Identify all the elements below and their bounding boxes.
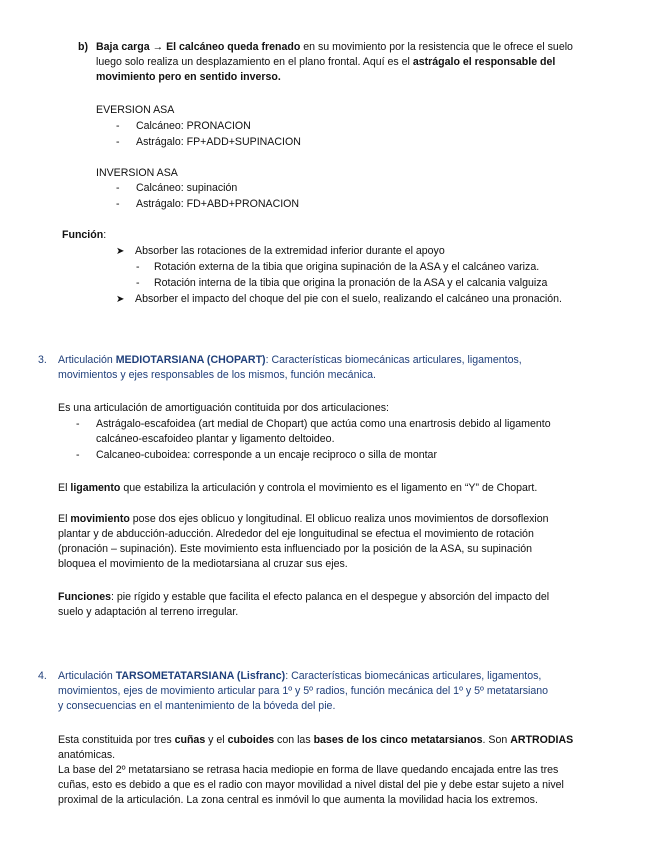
lig-c: que estabiliza la articulación y controla el movimiento es el ligamento en “Y” de Chopart. — [120, 482, 538, 494]
section-b-line1 — [96, 40, 636, 55]
section-4-h1-b: TARSOMETATARSIANA (Lisfranc) — [115, 670, 286, 682]
section-4-heading-line3: y consecuencias en el mantenimiento de la bóveda del pie. — [58, 700, 336, 712]
mov-a: El — [58, 513, 71, 525]
dash-bullet: - — [76, 418, 80, 430]
p1-d: cuboides — [227, 734, 275, 746]
p1-b: cuñas — [174, 734, 206, 746]
section-3-heading-line2: movimientos y ejes responsables de los mismos, función mecánica. — [58, 369, 376, 381]
arrow-bullet-icon: ➤ — [116, 246, 125, 257]
funcion-sub-2: Rotación interna de la tibia que origina la pronación de la ASA y el calcania valguiza — [154, 277, 548, 289]
section-4-p1-line2: anatómicas. — [58, 749, 116, 761]
lig-b: ligamento — [70, 482, 121, 494]
lig-a: El — [58, 482, 71, 494]
section-b-line1-bold: Baja carga → El calcáneo queda frenado — [96, 41, 301, 53]
dash-bullet: - — [136, 277, 140, 289]
section-4-h1-c: : Características biomecánicas articulares, ligamentos, — [285, 670, 542, 682]
funcion-colon: : — [103, 229, 107, 241]
section-b-line3 — [96, 70, 636, 85]
section-b-line2 — [96, 55, 636, 70]
section-b-marker: b) — [78, 41, 88, 53]
section-3-body — [58, 401, 551, 618]
dash-bullet: - — [116, 120, 120, 132]
p1-h: ARTRODIAS — [510, 734, 574, 746]
section-3-h1-c: : Características biomecánicas articulares, ligamentos, — [265, 354, 522, 366]
section-3-funciones-line2: suelo y adaptación al terreno irregular. — [58, 606, 239, 618]
section-b-line1-rest: en su movimiento por la resistencia que le ofrece el suelo — [300, 41, 573, 53]
section-3-number: 3. — [38, 354, 47, 366]
section-4-heading-line1 — [58, 669, 548, 684]
inversion-item-1: Calcáneo: supinación — [136, 182, 238, 194]
section-3-h1-a: Articulación — [58, 354, 116, 366]
section-3-movimiento-line4: bloquea el movimiento de la mediotarsiana al cruzar sus ejes. — [58, 558, 348, 570]
section-3-movimiento-line2: plantar y de abducción-aducción. Alrededor del eje longuitudinal se efectua el movimiento de rotación — [58, 528, 534, 540]
funcion-label: Función — [62, 229, 104, 241]
p1-c: y el — [205, 734, 228, 746]
dash-bullet: - — [136, 261, 140, 273]
section-3-movimiento-line3: (pronación – supinación). Este movimiento esta influenciado por la posición de la ASA, su supinación — [58, 543, 533, 555]
section-b-line2-b: astrágalo el responsable del — [412, 56, 556, 68]
section-4-p2-line2: cuñas, esto es debido a que es el radio con mayor movilidad a nivel distal del pie y debe estar sujeto a nivel — [58, 779, 564, 791]
inversion-block — [96, 166, 300, 210]
section-4-body — [58, 733, 573, 808]
eversion-item-2: Astrágalo: FP+ADD+SUPINACION — [136, 136, 301, 148]
section-3-item-2: Calcaneo-cuboidea: corresponde a un encaje reciproco o silla de montar — [96, 449, 437, 461]
mov-c: pose dos ejes oblicuo y longitudinal. El oblicuo realiza unos movimientos de dorsoflexion — [129, 513, 549, 525]
funcion-sub-1: Rotación externa de la tibia que origina supinación de la ASA y el calcáneo variza. — [154, 261, 540, 273]
section-3-item-1-line1: Astrágalo-escafoidea (art medial de Chopart) que actúa como una enartrosis debido al ligamento — [96, 418, 551, 430]
section-b-line3-bold: movimiento pero en sentido inverso. — [96, 71, 281, 83]
section-3-item-1-line2: calcáneo-escafoideo plantar y ligamento deltoideo. — [96, 433, 335, 445]
funcion-block — [62, 228, 562, 305]
section-3-movimiento-line1 — [58, 512, 549, 527]
fun-b: Funciones — [58, 591, 111, 603]
inversion-item-2: Astrágalo: FD+ABD+PRONACION — [136, 198, 300, 210]
section-4-p1-line1 — [58, 733, 573, 748]
inversion-title: INVERSION ASA — [96, 167, 178, 179]
fun-c: : pie rígido y estable que facilita el efecto palanca en el despegue y absorción del impacto del — [110, 591, 550, 603]
funcion-heading — [62, 228, 106, 243]
eversion-block — [96, 103, 301, 148]
mov-b: movimiento — [70, 513, 130, 525]
dash-bullet: - — [76, 449, 80, 461]
p1-g: . Son — [482, 734, 511, 746]
section-4-p2-line3: proximal de la articulación. La zona central es inmóvil lo que aumenta la movilidad hacia los extremos. — [58, 794, 538, 806]
section-3-intro: Es una articulación de amortiguación contituida por dos articulaciones: — [58, 402, 389, 414]
arrow-bullet-icon: ➤ — [116, 294, 125, 305]
eversion-item-1: Calcáneo: PRONACION — [136, 120, 251, 132]
dash-bullet: - — [116, 136, 120, 148]
p1-f: bases de los cinco metatarsianos — [313, 734, 483, 746]
section-4-heading-line2: movimientos, ejes de movimiento articular para 1º y 5º radios, función mecánica del 1º y 5º metatarsiano — [58, 685, 549, 697]
section-4-h1-a: Articulación — [58, 670, 116, 682]
section-3-heading-line1 — [58, 353, 522, 368]
section-3-funciones-line1 — [58, 590, 549, 605]
funcion-bullet-1: Absorber las rotaciones de la extremidad inferior durante el apoyo — [135, 245, 445, 257]
funcion-bullet-2: Absorber el impacto del choque del pie con el suelo, realizando el calcáneo una pronación. — [135, 293, 562, 305]
section-3-ligamento — [58, 481, 537, 496]
eversion-title: EVERSION ASA — [96, 104, 175, 116]
section-b-line2-a: luego solo realiza un desplazamiento en el plano frontal. Aquí es el — [96, 56, 413, 68]
section-3-h1-b: MEDIOTARSIANA (CHOPART) — [115, 354, 266, 366]
section-4-number: 4. — [38, 670, 47, 682]
p1-a: Esta constituida por tres — [58, 734, 175, 746]
section-4-p2-line1: La base del 2º metatarsiano se retrasa hacia mediopie en forma de llave quedando encajada entre las tres — [58, 764, 559, 776]
dash-bullet: - — [116, 198, 120, 210]
dash-bullet: - — [116, 182, 120, 194]
p1-e: con las — [274, 734, 314, 746]
